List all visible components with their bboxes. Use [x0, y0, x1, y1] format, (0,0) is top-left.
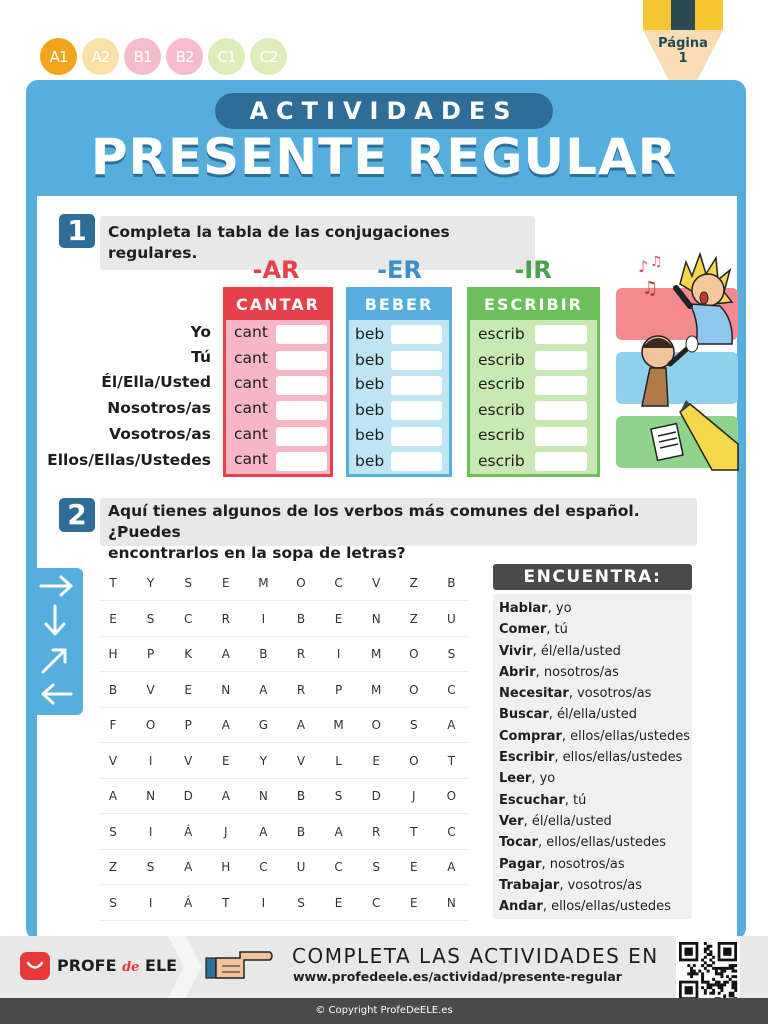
- find-subject: , ellos/ellas/ustedes: [542, 899, 671, 915]
- find-subject: , tú: [564, 792, 587, 808]
- stem-cantar: cant: [234, 450, 268, 468]
- stem-beber: beb: [355, 401, 385, 419]
- stem-cantar: cant: [234, 374, 268, 392]
- grid-letter[interactable]: B: [296, 789, 306, 803]
- find-subject: , ellos/ellas/ustedes: [561, 728, 690, 744]
- verb-cantar: CANTAR: [226, 290, 330, 320]
- page-number: 1: [678, 51, 688, 66]
- grid-letter[interactable]: R: [296, 647, 306, 661]
- grid-letter[interactable]: T: [222, 895, 230, 910]
- ending-ar: -AR: [252, 256, 300, 284]
- blank-beber-vosotros[interactable]: [391, 427, 442, 446]
- grid-letter[interactable]: P: [334, 682, 343, 697]
- find-verb: Abrir: [499, 664, 536, 680]
- grid-letter[interactable]: C: [183, 611, 193, 626]
- grid-letter[interactable]: Z: [409, 576, 418, 590]
- blank-cantar-el[interactable]: [276, 376, 327, 395]
- direction-arrows: [37, 568, 83, 715]
- grid-letter[interactable]: V: [372, 576, 381, 590]
- find-item: [499, 598, 686, 619]
- grid-letter[interactable]: B: [296, 824, 306, 839]
- grid-letter[interactable]: N: [146, 789, 156, 803]
- find-item: [499, 726, 690, 747]
- stem-cantar: cant: [234, 399, 268, 417]
- grid-letter[interactable]: L: [335, 753, 342, 768]
- grid-letter[interactable]: O: [409, 682, 419, 697]
- find-verb: Pagar: [499, 856, 542, 872]
- grid-letter[interactable]: A: [447, 860, 456, 874]
- grid-letter[interactable]: I: [261, 611, 266, 626]
- brand-end: ELE: [139, 956, 178, 975]
- find-verb: Escuchar: [499, 792, 565, 808]
- grid-letter[interactable]: C: [334, 860, 343, 874]
- grid-letter[interactable]: A: [334, 824, 343, 839]
- grid-letter[interactable]: F: [109, 718, 117, 732]
- find-item: [499, 641, 686, 662]
- ending-ir: -IR: [514, 256, 552, 284]
- find-item: [499, 875, 686, 896]
- grid-letter[interactable]: A: [447, 718, 456, 732]
- grid-letter[interactable]: O: [296, 576, 306, 590]
- grid-letter[interactable]: Z: [108, 860, 118, 874]
- blank-cantar-yo[interactable]: [276, 325, 327, 344]
- grid-letter[interactable]: S: [109, 895, 117, 910]
- stem-beber: beb: [355, 325, 385, 343]
- grid-letter[interactable]: T: [410, 824, 418, 839]
- grid-letter[interactable]: T: [109, 576, 117, 590]
- grid-letter[interactable]: S: [334, 789, 343, 803]
- grid-letter[interactable]: C: [334, 576, 343, 590]
- pronoun-el: Él/Ella/Usted: [101, 373, 211, 391]
- find-verb: Ver: [499, 813, 524, 829]
- grid-letter[interactable]: U: [296, 860, 306, 874]
- grid-letter[interactable]: M: [371, 682, 382, 697]
- grid-letter[interactable]: V: [146, 682, 155, 697]
- blank-beber-el[interactable]: [391, 376, 442, 395]
- blank-escribir-tu[interactable]: [535, 351, 587, 370]
- svg-text:♫: ♫: [642, 278, 659, 299]
- stem-escribir: escrib: [478, 351, 525, 369]
- stem-cantar: cant: [234, 323, 268, 341]
- page-label: Página 1: [643, 36, 723, 66]
- grid-letter[interactable]: I: [148, 824, 153, 839]
- grid-letter[interactable]: B: [447, 576, 456, 590]
- find-subject: , ellos/ellas/ustedes: [554, 750, 683, 766]
- stem-beber: beb: [355, 375, 385, 393]
- grid-letter[interactable]: E: [334, 611, 343, 626]
- level-badge-b2: B2: [166, 38, 203, 75]
- grid-letter[interactable]: N: [258, 789, 268, 803]
- grid-letter[interactable]: B: [259, 647, 268, 661]
- grid-letter[interactable]: J: [412, 789, 416, 803]
- grid-row-line: [100, 671, 468, 672]
- find-verb: Hablar: [499, 601, 548, 616]
- blank-cantar-nosotros[interactable]: [276, 401, 327, 420]
- exercise-2-instruction: [100, 498, 697, 562]
- find-verb: Tocar: [499, 835, 538, 851]
- grid-letter[interactable]: E: [372, 753, 380, 768]
- find-heading: ENCUENTRA:: [493, 564, 692, 590]
- blank-beber-tu[interactable]: [391, 351, 442, 370]
- grid-letter[interactable]: V: [296, 753, 306, 768]
- grid-row-line: [100, 813, 468, 814]
- find-subject: , él/ella/usted: [523, 813, 612, 829]
- instruction-line-2: encontrarlos en la sopa de letras?: [108, 544, 406, 562]
- grid-letter[interactable]: V: [184, 753, 193, 768]
- grid-row-line: [100, 884, 468, 885]
- level-badge-c2: C2: [250, 38, 287, 75]
- grid-row-line: [100, 600, 468, 601]
- find-verb: Vivir: [499, 643, 533, 659]
- find-subject: , tú: [546, 622, 568, 638]
- find-item: [499, 683, 686, 704]
- grid-letter[interactable]: S: [146, 860, 155, 874]
- grid-letter[interactable]: P: [184, 718, 192, 732]
- grid-letter[interactable]: H: [221, 860, 231, 874]
- grid-row-line: [100, 849, 468, 850]
- verb-beber: BEBER: [349, 290, 449, 320]
- find-item: [499, 662, 686, 683]
- stem-escribir: escrib: [478, 452, 525, 470]
- grid-letter[interactable]: S: [184, 576, 192, 590]
- grid-letter[interactable]: A: [221, 789, 230, 803]
- verb-escribir: ESCRIBIR: [470, 290, 597, 320]
- grid-letter[interactable]: E: [410, 895, 418, 910]
- grid-letter[interactable]: C: [447, 682, 456, 697]
- grid-letter[interactable]: S: [372, 860, 380, 874]
- grid-letter[interactable]: O: [145, 718, 156, 732]
- grid-letter[interactable]: K: [184, 647, 193, 661]
- instruction-line-1: Aquí tienes algunos de los verbos más comunes del español. ¿Puedes: [108, 502, 640, 541]
- pointing-hand-icon: [204, 944, 274, 984]
- find-verb: Trabajar: [499, 877, 560, 893]
- blank-escribir-el[interactable]: [535, 376, 587, 395]
- drinking-character-icon: [642, 336, 698, 406]
- pronoun-yo: Yo: [190, 323, 211, 341]
- grid-row-line: [100, 636, 468, 637]
- grid-letter[interactable]: P: [146, 647, 155, 661]
- exercise-number-2: 2: [59, 498, 95, 532]
- grid-letter[interactable]: I: [148, 753, 153, 768]
- blank-beber-nosotros[interactable]: [391, 401, 442, 420]
- kicker-title: ACTIVIDADES: [215, 93, 553, 129]
- brand-main: PROFE: [57, 956, 123, 975]
- grid-letter[interactable]: C: [259, 860, 268, 874]
- blank-beber-yo[interactable]: [391, 325, 442, 344]
- find-item: [499, 896, 686, 917]
- grid-row-line: [100, 920, 468, 921]
- stem-beber: beb: [355, 452, 385, 470]
- grid-row-line: [100, 707, 468, 708]
- find-item: [499, 832, 686, 853]
- find-verb: Buscar: [499, 707, 549, 723]
- activity-url-link[interactable]: www.profedeele.es/actividad/presente-regular: [293, 969, 622, 984]
- grid-letter[interactable]: S: [297, 895, 305, 910]
- stem-escribir: escrib: [478, 325, 525, 343]
- grid-letter[interactable]: D: [183, 789, 193, 803]
- find-item: [499, 854, 686, 875]
- find-subject: , yo: [531, 771, 556, 787]
- svg-text:♫: ♫: [650, 254, 663, 270]
- find-subject: , ellos/ellas/ustedes: [537, 835, 667, 851]
- find-verb: Comer: [499, 622, 547, 638]
- arrow-diagonal-up-icon: [43, 650, 65, 672]
- blank-escribir-vosotros[interactable]: [535, 427, 587, 446]
- grid-letter[interactable]: I: [336, 647, 341, 661]
- ending-er: -ER: [377, 256, 422, 284]
- grid-letter[interactable]: J: [224, 824, 228, 839]
- grid-letter[interactable]: A: [221, 718, 230, 732]
- pronoun-tu: Tú: [191, 348, 211, 366]
- blank-escribir-ellos[interactable]: [535, 452, 587, 471]
- page-title: PRESENTE REGULAR: [90, 128, 678, 186]
- grid-letter[interactable]: G: [258, 718, 269, 732]
- find-subject: , nosotros/as: [535, 664, 619, 680]
- blank-escribir-yo[interactable]: [535, 325, 587, 344]
- find-list: [493, 594, 692, 919]
- exercise-number-1: 1: [59, 214, 95, 248]
- grid-letter[interactable]: S: [447, 647, 456, 661]
- grid-letter[interactable]: T: [447, 753, 456, 768]
- find-item: [499, 768, 686, 789]
- cartoon-illustration: [620, 244, 740, 472]
- writing-paper-icon: [651, 400, 738, 470]
- grid-row-line: [100, 742, 468, 743]
- stem-escribir: escrib: [478, 375, 525, 393]
- grid-letter[interactable]: S: [109, 824, 117, 839]
- find-verb: Comprar: [499, 728, 562, 744]
- grid-letter[interactable]: D: [371, 789, 381, 803]
- grid-letter[interactable]: H: [108, 647, 118, 661]
- find-subject: , vosotros/as: [568, 686, 652, 702]
- grid-row-line: [100, 778, 468, 779]
- blank-cantar-tu[interactable]: [276, 351, 327, 370]
- find-item: [499, 704, 686, 725]
- find-verb: Leer: [499, 771, 532, 787]
- grid-letter[interactable]: A: [259, 682, 268, 697]
- cta-heading: COMPLETA LAS ACTIVIDADES EN: [292, 944, 659, 968]
- grid-letter[interactable]: E: [222, 753, 230, 768]
- level-badge-a1: A1: [40, 38, 77, 75]
- find-item: [499, 790, 686, 811]
- level-badges: [40, 38, 287, 75]
- stem-beber: beb: [355, 351, 385, 369]
- blank-cantar-ellos[interactable]: [276, 452, 327, 471]
- brand-logo-text[interactable]: [57, 956, 177, 975]
- grid-letter[interactable]: Z: [409, 611, 418, 626]
- svg-text:♪: ♪: [638, 257, 649, 276]
- find-verb: Escribir: [499, 750, 555, 766]
- grid-letter[interactable]: N: [446, 895, 456, 910]
- grid-letter[interactable]: A: [296, 718, 306, 732]
- find-subject: , vosotros/as: [559, 877, 642, 893]
- grid-letter[interactable]: E: [410, 860, 418, 874]
- grid-letter[interactable]: C: [447, 824, 456, 839]
- find-subject: , nosotros/as: [541, 856, 625, 872]
- arrow-left-icon: [43, 685, 71, 703]
- grid-letter[interactable]: Á: [184, 895, 193, 910]
- grid-letter[interactable]: M: [333, 718, 344, 732]
- copyright-bar: © Copyright ProfeDeELE.es: [0, 998, 768, 1024]
- grid-letter[interactable]: S: [409, 718, 418, 732]
- grid-letter[interactable]: A: [221, 647, 230, 661]
- grid-letter[interactable]: V: [108, 753, 118, 768]
- find-subject: , él/ella/usted: [532, 643, 621, 659]
- grid-letter[interactable]: A: [259, 824, 268, 839]
- grid-letter[interactable]: E: [184, 682, 192, 697]
- find-item: [499, 619, 686, 640]
- pronoun-nosotros: Nosotros/as: [107, 399, 211, 417]
- stem-escribir: escrib: [478, 401, 525, 419]
- brand-de: de: [122, 960, 140, 975]
- arrow-down-icon: [46, 606, 64, 634]
- grid-letter[interactable]: A: [184, 860, 193, 874]
- pronoun-ellos: Ellos/Ellas/Ustedes: [47, 451, 211, 469]
- profedeele-logo-icon: [20, 952, 50, 980]
- grid-letter[interactable]: B: [296, 611, 306, 626]
- stem-cantar: cant: [234, 349, 268, 367]
- grid-letter[interactable]: Y: [146, 576, 155, 590]
- pronoun-vosotros: Vosotros/as: [109, 425, 211, 443]
- grid-letter[interactable]: A: [108, 789, 118, 803]
- stem-beber: beb: [355, 426, 385, 444]
- grid-letter[interactable]: R: [372, 824, 381, 839]
- stem-escribir: escrib: [478, 426, 525, 444]
- grid-letter[interactable]: Y: [259, 753, 268, 768]
- find-verb: Necesitar: [499, 686, 569, 702]
- grid-letter[interactable]: I: [261, 895, 266, 910]
- grid-letter[interactable]: R: [221, 611, 230, 626]
- grid-letter[interactable]: I: [148, 895, 153, 910]
- grid-letter[interactable]: S: [146, 611, 155, 626]
- blank-beber-ellos[interactable]: [391, 452, 442, 471]
- grid-letter[interactable]: E: [109, 611, 117, 626]
- grid-letter[interactable]: E: [222, 576, 230, 590]
- blank-cantar-vosotros[interactable]: [276, 427, 327, 446]
- grid-letter[interactable]: U: [446, 611, 456, 626]
- grid-letter[interactable]: N: [221, 682, 231, 697]
- grid-letter[interactable]: B: [108, 682, 118, 697]
- grid-letter[interactable]: O: [446, 789, 457, 803]
- exercise-1-instruction: Completa la tabla de las conjugaciones regulares.: [100, 216, 535, 270]
- find-item: [499, 811, 686, 832]
- singing-character-icon: [638, 254, 732, 344]
- find-subject: , él/ella/usted: [548, 707, 637, 723]
- grid-letter[interactable]: R: [296, 682, 306, 697]
- grid-letter[interactable]: Á: [184, 824, 193, 839]
- grid-letter[interactable]: M: [258, 576, 269, 590]
- grid-letter[interactable]: E: [334, 895, 343, 910]
- grid-letter[interactable]: O: [409, 647, 419, 661]
- find-subject: , yo: [547, 601, 572, 616]
- level-badge-a2: A2: [82, 38, 119, 75]
- blank-escribir-nosotros[interactable]: [535, 401, 587, 420]
- find-item: [499, 747, 686, 768]
- grid-letter[interactable]: M: [371, 647, 382, 661]
- level-badge-b1: B1: [124, 38, 161, 75]
- arrow-right-icon: [41, 577, 71, 595]
- grid-letter[interactable]: N: [371, 611, 381, 626]
- stem-cantar: cant: [234, 425, 268, 443]
- level-badge-c1: C1: [208, 38, 245, 75]
- grid-letter[interactable]: O: [371, 718, 381, 732]
- find-verb: Andar: [499, 899, 543, 915]
- grid-letter[interactable]: C: [371, 895, 381, 910]
- grid-letter[interactable]: O: [409, 753, 419, 768]
